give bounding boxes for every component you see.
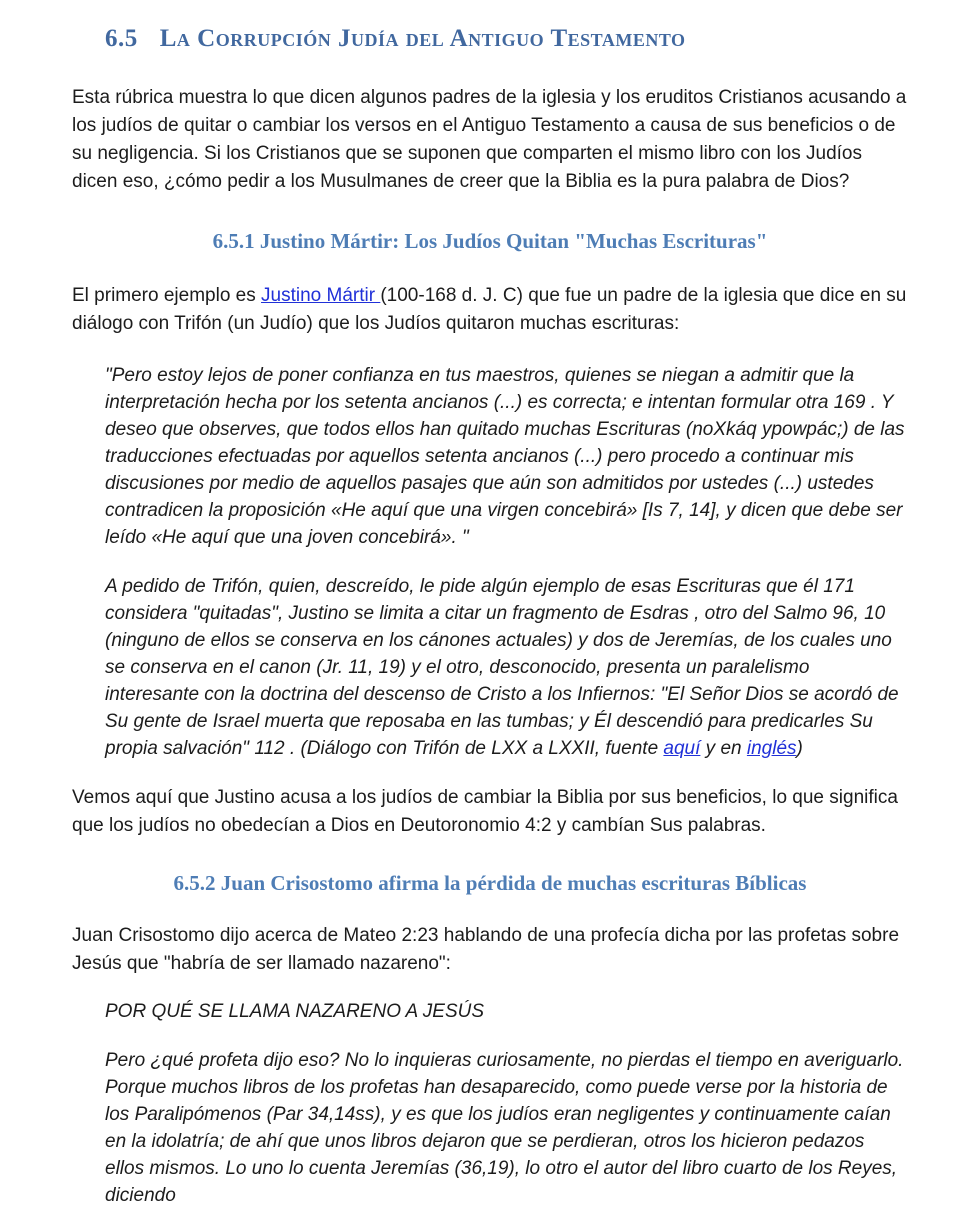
crisostomo-quote-title: POR QUÉ SE LLAMA NAZARENO A JESÚS xyxy=(105,1001,485,1022)
section-651-paragraph-pre: El primero ejemplo es xyxy=(72,285,262,306)
justino-quote-2-mid: y en xyxy=(700,738,747,759)
page-title xyxy=(105,22,908,56)
justino-quote-2-pre: A pedido de Trifón, quien, descreído, le pide algún ejemplo de esas Escrituras que él 171 considera "quitadas", Justino se limita a citar un fragmento de Esdras , otro del Salmo 96, 10 (ninguno de ellos se conserva en los cánones actuales) y dos de Jeremías, de los cuales uno se conserva en el canon (Jr. 11, 19) y el otro, desconocido, presenta un paralelismo interesante con la doctrina del descenso de Cristo a los Infiernos: "El Señor Dios se acordó de Su gente de Israel muerta que reposaba en las tumbas; y Él descendió para predicarles Su propia salvación" 112 . (Diálogo con Trifón de LXX a LXXII, fuente xyxy=(105,576,899,759)
section-651-heading: 6.5.1 Justino Mártir: Los Judíos Quitan "Muchas Escrituras" xyxy=(212,229,768,253)
section-651-conclusion: Vemos aquí que Justino acusa a los judíos de cambiar la Biblia por sus beneficios, lo que significa que los judíos no obedecían a Dios en Deutoronomio 4:2 y cambían Sus palabras. xyxy=(72,787,898,836)
intro-paragraph: Esta rúbrica muestra lo que dicen algunos padres de la iglesia y los eruditos Cristianos acusando a los judíos de quitar o cambiar los versos en el Antiguo Testamento a causa de sus beneficios o de su negligencia. Si los Cristianos que se suponen que comparten el mismo libro con los Judíos dicen eso, ¿cómo pedir a los Musulmanes de creer que la Biblia es la pura palabra de Dios? xyxy=(72,87,907,192)
fuente-aqui-link[interactable]: aquí xyxy=(663,738,701,759)
justino-quote-2 xyxy=(105,573,908,762)
section-652-paragraph: Juan Crisostomo dijo acerca de Mateo 2:23 hablando de una profecía dicha por las profetas sobre Jesús que "habría de ser llamado nazareno": xyxy=(72,925,900,974)
section-651-paragraph xyxy=(72,282,908,338)
justino-martir-link[interactable]: Justino Mártir xyxy=(261,285,381,306)
crisostomo-quote: Pero ¿qué profeta dijo eso? No lo inquieras curiosamente, no pierdas el tiempo en averiguarlo. Porque muchos libros de los profetas han desaparecido, como puede verse por la historia de los Paralipómenos (Par 34,14ss), y es que los judíos eran negligentes y continuamente caían en la idolatría; de ahí que unos libros dejaron que se perdieran, otros los hicieron pedazos ellos mismos. Lo uno lo cuenta Jeremías (36,19), lo otro el autor del libro cuarto de los Reyes, diciendo xyxy=(105,1050,904,1206)
page-title-number: 6.5 xyxy=(105,25,138,52)
fuente-ingles-link[interactable]: inglés xyxy=(746,738,797,759)
page-title-text: La Corrupción Judía del Antiguo Testamento xyxy=(159,25,686,52)
section-651-paragraph-post: (100-168 d. J. C) que fue un padre de la iglesia que dice en su diálogo con Trifón (un Judío) que los Judíos quitaron muchas escrituras: xyxy=(72,285,907,334)
justino-quote-1: "Pero estoy lejos de poner confianza en tus maestros, quienes se niegan a admitir que la interpretación hecha por los setenta ancianos (...) es correcta; e intentan formular otra 169 . Y deseo que observes, que todos ellos han quitado muchas Escrituras (noXkáq ypowpác;) de las traducciones efectuadas por aquellos setenta ancianos (...) pero procedo a continuar mis discusiones por medio de aquellos pasajes que aún son admitidos por ustedes (...) ustedes contradicen la proposición «He aquí que una virgen concebirá» [Is 7, 14], y dicen que debe ser leído «He aquí que una joven concebirá». " xyxy=(105,365,905,548)
justino-quote-2-post: ) xyxy=(796,738,803,759)
section-652-heading: 6.5.2 Juan Crisostomo afirma la pérdida de muchas escrituras Bíblicas xyxy=(173,871,807,895)
